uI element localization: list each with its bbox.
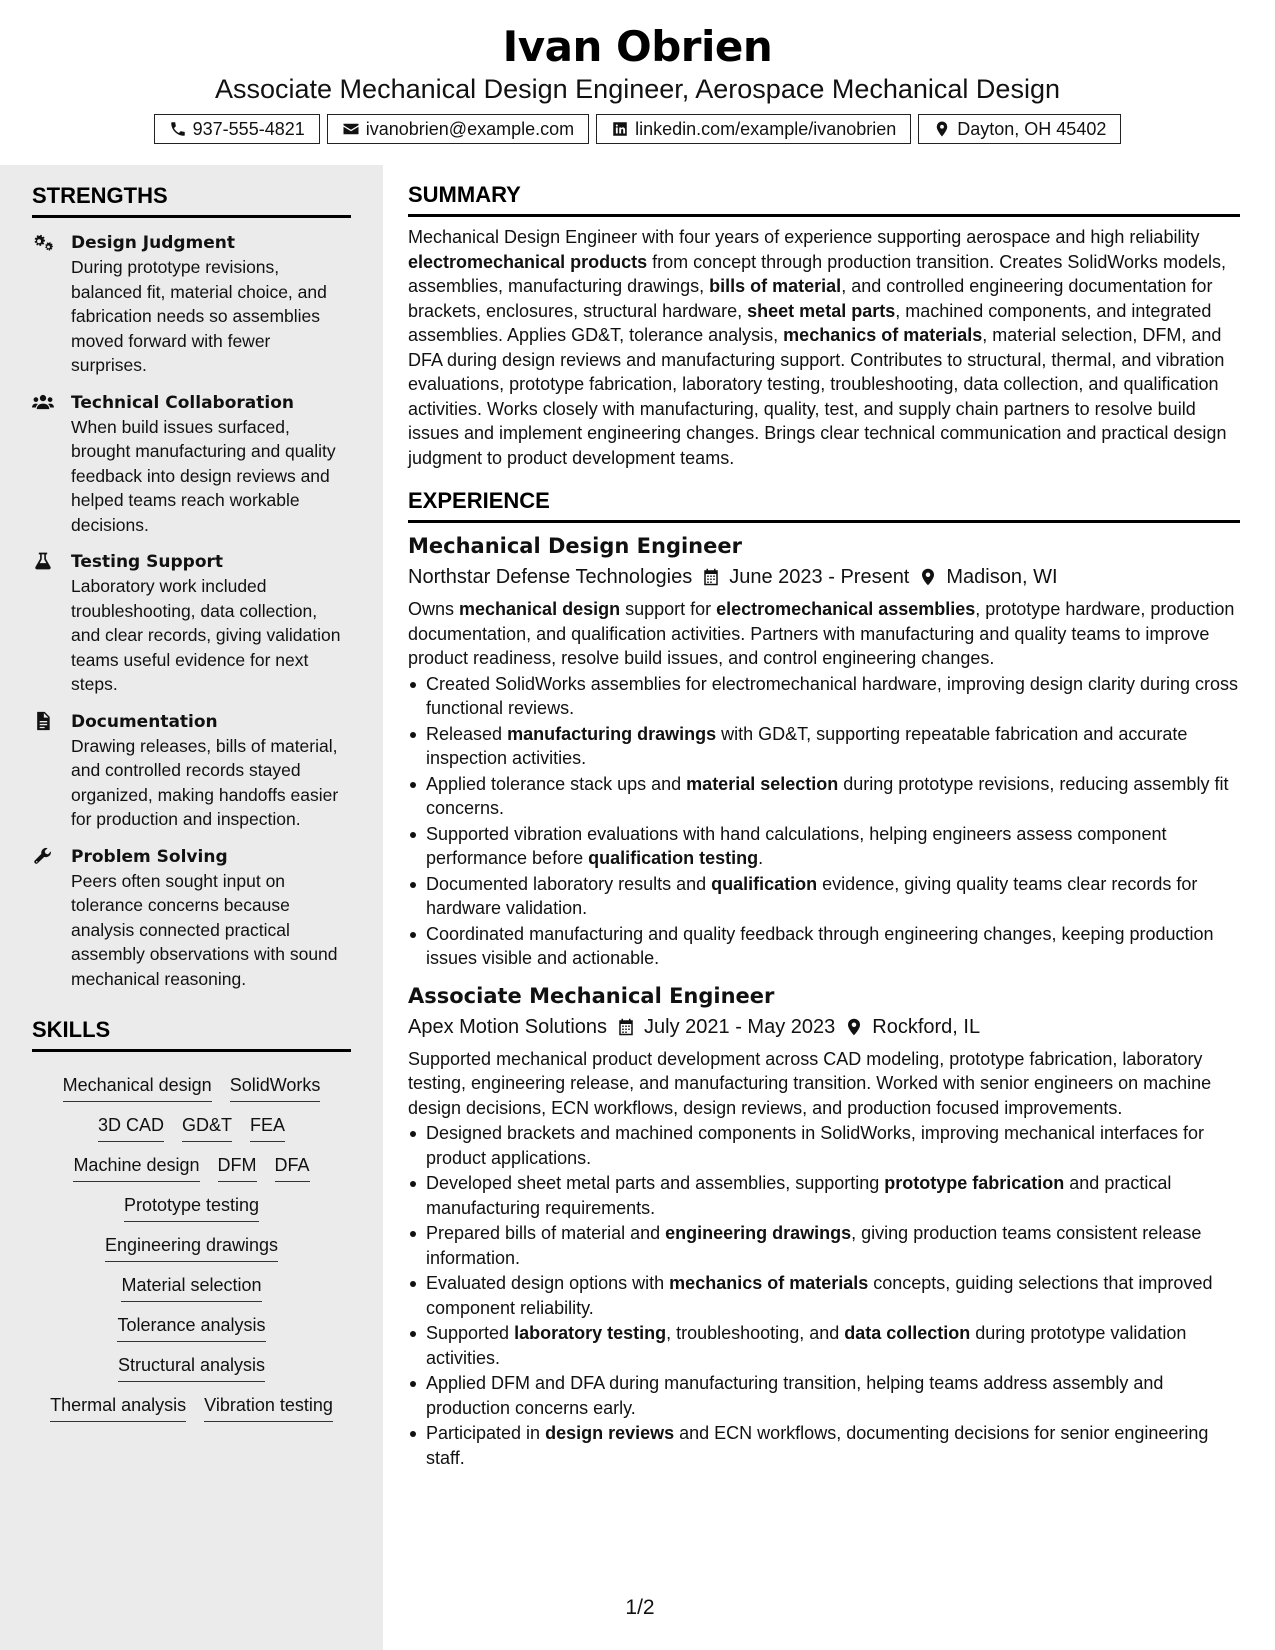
skill-tag: Vibration testing [204, 1388, 333, 1422]
bold-keyword: data collection [844, 1323, 971, 1343]
page-number: 1/2 [625, 1596, 655, 1619]
strength-title: Documentation [71, 711, 218, 732]
job-location: Rockford, IL [845, 1012, 980, 1042]
contact-location-text: Dayton, OH 45402 [957, 118, 1107, 139]
phone-icon [169, 120, 187, 138]
bold-keyword: qualification testing [588, 848, 759, 868]
map-pin-icon [933, 120, 951, 138]
strength-title: Problem Solving [71, 846, 228, 867]
skill-tag: Thermal analysis [50, 1388, 186, 1422]
skill-row [32, 1308, 351, 1342]
contact-linkedin[interactable] [596, 114, 911, 144]
candidate-title: Associate Mechanical Design Engineer, Aerospace Mechanical Design [215, 74, 1060, 104]
users-icon [32, 392, 54, 412]
contact-linkedin-text: linkedin.com/example/ivanobrien [635, 118, 897, 139]
bold-keyword: electromechanical assemblies [716, 599, 976, 619]
main-content [408, 182, 1240, 1470]
skill-tag: Material selection [121, 1268, 261, 1302]
skill-row [32, 1348, 351, 1382]
skill-row [32, 1188, 351, 1222]
map-pin-icon [845, 1017, 863, 1037]
job-bullets [408, 672, 1240, 971]
bold-keyword: mechanics of materials [783, 325, 983, 345]
strength-item [32, 231, 351, 378]
skill-row [32, 1148, 351, 1182]
gears-icon [32, 232, 54, 252]
job-description: Supported mechanical product development across CAD modeling, prototype fabrication, laboratory testing, engineering release, and manufacturing transition. Worked with senior engineers on machine design decisions, ECN workflows, design reviews, and production focused improvements. [408, 1048, 1212, 1118]
skill-tag: SolidWorks [230, 1068, 321, 1102]
strength-text: When build issues surfaced, brought manufacturing and quality feedback into design reviews and helped teams reach workable decisions. [71, 416, 336, 535]
strength-text: Drawing releases, bills of material, and controlled records stayed organized, making handoffs easier for production and inspection. [71, 735, 339, 829]
strength-text: During prototype revisions, balanced fit, material choice, and fabrication needs so assemblies moved forward with fewer surprises. [71, 257, 327, 375]
contact-email[interactable] [327, 114, 589, 144]
contact-phone-text: 937-555-4821 [192, 118, 305, 139]
strength-item [32, 550, 351, 697]
bold-keyword: mechanics of materials [669, 1273, 869, 1293]
experience-heading: EXPERIENCE [408, 488, 1240, 523]
job-bullet: Coordinated manufacturing and quality feedback through engineering changes, keeping production issues visible and actionable. [408, 922, 1240, 971]
bold-keyword: qualification [711, 873, 818, 894]
skill-tag: DFM [218, 1148, 257, 1182]
skills-heading: SKILLS [32, 1017, 351, 1052]
strength-title: Technical Collaboration [71, 392, 294, 413]
skill-tag: Engineering drawings [105, 1228, 278, 1262]
skill-row [32, 1108, 351, 1142]
bold-keyword: sheet metal parts [747, 300, 896, 321]
skill-tag: GD&T [182, 1108, 232, 1142]
bold-keyword: engineering drawings [665, 1223, 852, 1243]
calendar-icon [617, 1017, 635, 1037]
resume-header [0, 0, 1275, 165]
job-entry [408, 981, 1240, 1471]
summary-heading: SUMMARY [408, 182, 1240, 217]
job-meta [408, 562, 1240, 592]
bold-keyword: laboratory testing [514, 1323, 667, 1343]
wrench-icon [32, 846, 54, 866]
strength-item [32, 710, 351, 832]
job-bullet: Released manufacturing drawings with GD&T, supporting repeatable fabrication and accurate inspection activities. [408, 722, 1240, 771]
job-meta [408, 1012, 1240, 1042]
contact-phone[interactable] [154, 114, 320, 144]
strength-title: Testing Support [71, 552, 224, 572]
job-dates: July 2021 - May 2023 [617, 1012, 835, 1042]
job-dates: June 2023 - Present [702, 562, 909, 592]
skills-list [32, 1062, 351, 1422]
summary-text: Mechanical Design Engineer with four years of experience supporting aerospace and high reliability electromechanical products from concept through production transition. Creates SolidWorks models, assemblies, manufacturing drawings, bills of material, and controlled engineering documentation for brackets, enclosures, structural hardware, sheet metal parts, machined components, and integrated assemblies. Applies GD&T, tolerance analysis, mechanics of materials, material selection, DFM, and DFA during design reviews and manufacturing support. Contributes to structural, thermal, and vibration evaluations, prototype fabrication, laboratory testing, troubleshooting, data collection, and qualification activities. Works closely with manufacturing, quality, test, and supply chain partners to resolve build issues and implement engineering changes. Brings clear technical communication and practical design judgment to product development teams. [408, 227, 1227, 468]
skill-tag: Structural analysis [118, 1348, 265, 1382]
candidate-name: Ivan Obrien [502, 22, 773, 71]
skill-tag: DFA [275, 1148, 310, 1182]
bold-keyword: mechanical design [459, 599, 621, 619]
job-bullet: Developed sheet metal parts and assemblies, supporting prototype fabrication and practical manufacturing requirements. [408, 1171, 1240, 1220]
strength-title: Design Judgment [71, 233, 236, 253]
job-bullet: Supported laboratory testing, troubleshooting, and data collection during prototype validation activities. [408, 1321, 1240, 1370]
strength-text: Peers often sought input on tolerance concerns because analysis connected practical assembly observations with sound mechanical reasoning. [71, 870, 338, 989]
bold-keyword: manufacturing drawings [507, 723, 717, 744]
job-bullet: Designed brackets and machined components in SolidWorks, improving mechanical interfaces for product applications. [408, 1121, 1240, 1170]
job-company: Northstar Defense Technologies [408, 566, 693, 588]
job-bullet: Participated in design reviews and ECN workflows, documenting decisions for senior engineering staff. [408, 1421, 1240, 1470]
linkedin-icon [611, 120, 629, 138]
skill-tag: Tolerance analysis [117, 1308, 265, 1342]
strength-item [32, 391, 351, 538]
contact-location[interactable] [918, 114, 1121, 144]
skill-tag: Mechanical design [63, 1068, 212, 1102]
skill-row [32, 1228, 351, 1262]
skill-row [32, 1388, 351, 1422]
job-bullet: Applied tolerance stack ups and material selection during prototype revisions, reducing assembly fit concerns. [408, 772, 1240, 821]
bold-keyword: design reviews [545, 1423, 675, 1443]
experience-list [408, 531, 1240, 1470]
contact-bar [0, 114, 1275, 144]
document-icon [32, 711, 54, 731]
job-bullet: Documented laboratory results and qualification evidence, giving quality teams clear records for hardware validation. [408, 872, 1240, 921]
job-title: Mechanical Design Engineer [408, 534, 742, 558]
job-bullet: Created SolidWorks assemblies for electromechanical hardware, improving design clarity during cross functional reviews. [408, 672, 1240, 721]
flask-icon [32, 551, 54, 571]
bold-keyword: material selection [686, 773, 839, 794]
bold-keyword: bills of material [709, 276, 842, 296]
skill-row [32, 1068, 351, 1102]
skill-tag: Prototype testing [124, 1188, 259, 1222]
strengths-heading: STRENGTHS [32, 183, 351, 218]
skill-tag: Machine design [73, 1148, 199, 1182]
job-title: Associate Mechanical Engineer [408, 983, 775, 1008]
bold-keyword: electromechanical products [408, 251, 648, 272]
job-description: Owns mechanical design support for electromechanical assemblies, prototype hardware, production documentation, and qualification activities. Partners with manufacturing and quality teams to improve product readiness, resolve build issues, and control engineering changes. [408, 599, 1235, 668]
job-location: Madison, WI [919, 562, 1057, 592]
job-bullets [408, 1121, 1240, 1470]
strength-item [32, 845, 351, 992]
job-bullet: Applied DFM and DFA during manufacturing transition, helping teams address assembly and production concerns early. [408, 1371, 1240, 1420]
job-bullet: Evaluated design options with mechanics of materials concepts, guiding selections that improved component reliability. [408, 1271, 1240, 1320]
strength-text: Laboratory work included troubleshooting, data collection, and clear records, giving validation teams useful evidence for next steps. [71, 576, 341, 694]
bold-keyword: prototype fabrication [884, 1173, 1065, 1193]
job-entry [408, 531, 1240, 971]
map-pin-icon [919, 567, 937, 587]
skill-row [32, 1268, 351, 1302]
sidebar-content [32, 183, 351, 1422]
job-company: Apex Motion Solutions [408, 1015, 608, 1038]
calendar-icon [702, 567, 720, 587]
skill-tag: 3D CAD [98, 1108, 164, 1142]
contact-email-text: ivanobrien@example.com [365, 118, 575, 139]
job-bullet: Supported vibration evaluations with hand calculations, helping engineers assess component performance before qualification testing. [408, 822, 1240, 871]
skill-tag: FEA [250, 1108, 285, 1142]
envelope-icon [342, 120, 360, 138]
job-bullet: Prepared bills of material and engineering drawings, giving production teams consistent release information. [408, 1221, 1240, 1270]
sidebar [0, 165, 383, 1650]
